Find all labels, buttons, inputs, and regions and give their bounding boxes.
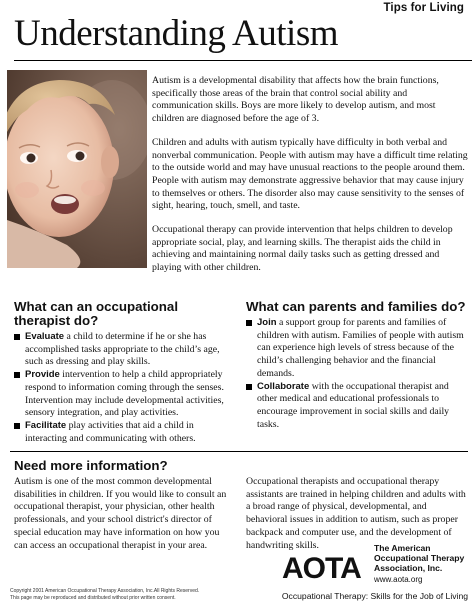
org-url[interactable]: www.aota.org <box>374 575 423 584</box>
section-divider <box>10 451 468 452</box>
org-name <box>374 543 464 573</box>
bullet-square-icon <box>14 423 20 429</box>
list-item <box>14 331 224 369</box>
bullet-text: intervention to help a child appropriately respond to information coming through the senses. Intervention may include developmental activities, sensory integration, and play activities. <box>25 369 224 419</box>
list-item <box>14 420 224 445</box>
bullet-square-icon <box>14 334 20 340</box>
bullet-text: a support group for parents and families of children with autism. Families of people with autism can experience high levels of stress because of the child’s challenging behavior and the financial demands. <box>257 317 464 379</box>
more-info-text: Autism is one of the most common developmental disabilities in children. If you would like to consult an occupational therapist, your physician, other health professionals, and your school district's director of special education may have information on how you can access an occupational therapist in your area. <box>14 476 227 551</box>
bullet-lead: Join <box>257 317 277 328</box>
bullet-lead: Provide <box>25 369 60 381</box>
bullet-lead: Evaluate <box>25 331 65 342</box>
aota-logo <box>282 552 370 587</box>
bullet-square-icon <box>246 384 252 390</box>
org-name-line: Association, Inc. <box>374 563 443 573</box>
more-info-heading: Need more information? <box>14 458 168 473</box>
ot-section-heading: What can an occupational therapist do? <box>14 299 179 328</box>
more-info-section <box>14 459 229 552</box>
intro-paragraph: Children and adults with autism typically have difficulty in both verbal and nonverbal communication. People with autism may have a difficult time relating to the outside world and may have unusual reactions to the people around them. People with autism may demonstrate aggressive behavior that may cause injury to themselves or others. The disorder also may cause sensitivity to the senses of sight, hearing, touch, smell, and taste. <box>152 136 468 212</box>
bullet-lead: Facilitate <box>25 419 67 431</box>
bullet-lead: Collaborate <box>257 380 310 392</box>
aota-logo-text: AOTA <box>282 552 361 582</box>
bullet-square-icon <box>246 320 252 326</box>
bullet-text: with the occupational therapist and other medical and educational professionals to encourage improvement in social skills and daily tasks. <box>257 380 450 430</box>
page-title: Understanding Autism <box>14 13 339 54</box>
ot-training-text: Occupational therapists and occupational therapy assistants are trained in helping children and adults with a broad range of physical, developmental, and behavioral issues in addition to autism, such as proper backpack and computer use, and the development of handwriting skills. <box>246 476 466 551</box>
parents-section-heading: What can parents and families do? <box>246 299 466 314</box>
intro-paragraph: Autism is a developmental disability that affects how the brain functions, specifically those areas of the brain that control social ability and communication skills. Boys are more likely to develop autism, and most children are diagnosed before the age of 3. <box>152 75 439 125</box>
copyright-line: Copyright 2001 American Occupational Therapy Association, Inc.All Rights Reserved. <box>10 588 200 594</box>
intro-text <box>152 75 468 286</box>
org-name-line: Occupational Therapy <box>374 553 465 563</box>
tagline: Occupational Therapy: Skills for the Job of Living <box>281 591 468 601</box>
child-photo <box>7 70 147 268</box>
aota-logo-icon <box>282 552 370 582</box>
list-item <box>14 369 224 420</box>
list-item <box>246 317 468 381</box>
parents-section <box>246 300 468 431</box>
copyright-line: This page may be reproduced and distributed without prior written consent. <box>10 594 176 601</box>
copyright-notice <box>10 588 199 601</box>
intro-paragraph: Occupational therapy can provide intervention that helps children to develop appropriate social, play, and learning skills. The therapist aids the child in achieving and maintaining normal daily tasks such as getting dressed and playing with other children. <box>152 224 453 274</box>
ot-section <box>14 300 224 445</box>
bullet-text: play activities that aid a child in interacting and communicating with others. <box>25 419 196 444</box>
title-divider <box>14 60 472 61</box>
bullet-text: a child to determine if he or she has accomplished tasks appropriate to the child’s age, such as dressing and play skills. <box>25 331 220 368</box>
org-name-line: The American <box>374 543 431 553</box>
tips-for-living-label: Tips for Living <box>383 2 464 14</box>
list-item <box>246 381 468 432</box>
child-photo-illustration <box>7 70 147 268</box>
bullet-square-icon <box>14 372 20 378</box>
